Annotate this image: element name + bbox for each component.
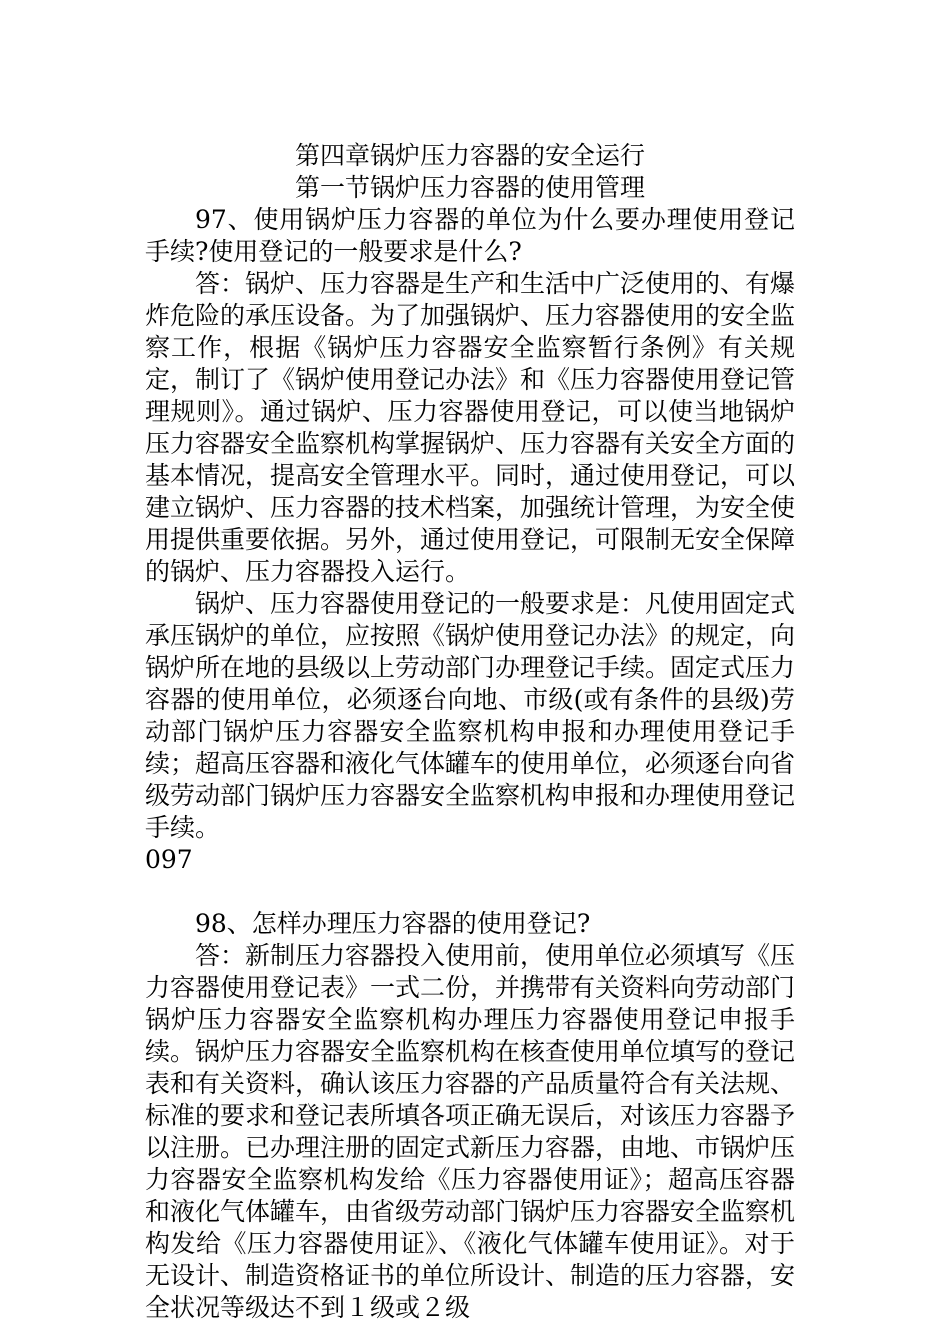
question-98: 98、怎样办理压力容器的使用登记? <box>195 909 591 938</box>
section-title: 第一节锅炉压力容器的使用管理 <box>294 173 645 202</box>
chapter-title: 第四章锅炉压力容器的安全运行 <box>294 141 645 170</box>
answer-97-paragraph-2: 锅炉、压力容器使用登记的一般要求是：凡使用固定式承压锅炉的单位，应按照《锅炉使用登记办法》的规定，向锅炉所在地的县级以上劳动部门办理登记手续。固定式压力容器的使用单位，必须逐台向地、市级(或有条件的县级)劳动部门锅炉压力容器安全监察机构申报和办理使用登记手续；超高压容器和液化气体罐车的使用单位，必须逐台向省级劳动部门锅炉压力容器安全监察机构申报和办理使用登记手续。 <box>145 589 796 842</box>
question-97: 97、使用锅炉压力容器的单位为什么要办理使用登记手续?使用登记的一般要求是什么? <box>145 205 795 266</box>
document-page <box>145 140 795 1324</box>
page-marker: 097 <box>145 845 193 874</box>
blank-line <box>145 876 795 908</box>
answer-97-paragraph-1: 答：锅炉、压力容器是生产和生活中广泛使用的、有爆炸危险的承压设备。为了加强锅炉、压力容器使用的安全监察工作，根据《锅炉压力容器安全监察暂行条例》有关规定，制订了《锅炉使用登记办法》和《压力容器使用登记管理规则》。通过锅炉、压力容器使用登记，可以使当地锅炉压力容器安全监察机构掌握锅炉、压力容器有关安全方面的基本情况，提高安全管理水平。同时，通过使用登记，可以建立锅炉、压力容器的技术档案，加强统计管理，为安全使用提供重要依据。另外，通过使用登记，可限制无安全保障的锅炉、压力容器投入运行。 <box>145 269 796 586</box>
answer-98-paragraph-1: 答：新制压力容器投入使用前，使用单位必须填写《压力容器使用登记表》一式二份，并携带有关资料向劳动部门锅炉压力容器安全监察机构办理压力容器使用登记申报手续。锅炉压力容器安全监察机构在核查使用单位填写的登记表和有关资料，确认该压力容器的产品质量符合有关法规、标准的要求和登记表所填各项正确无误后，对该压力容器予以注册。已办理注册的固定式新压力容器，由地、市锅炉压力容器安全监察机构发给《压力容器使用证》；超高压容器和液化气体罐车，由省级劳动部门锅炉压力容器安全监察机构发给《压力容器使用证》、《液化气体罐车使用证》。对于无设计、制造资格证书的单位所设计、制造的压力容器，安全状况等级达不到１级或２级 <box>145 941 796 1322</box>
